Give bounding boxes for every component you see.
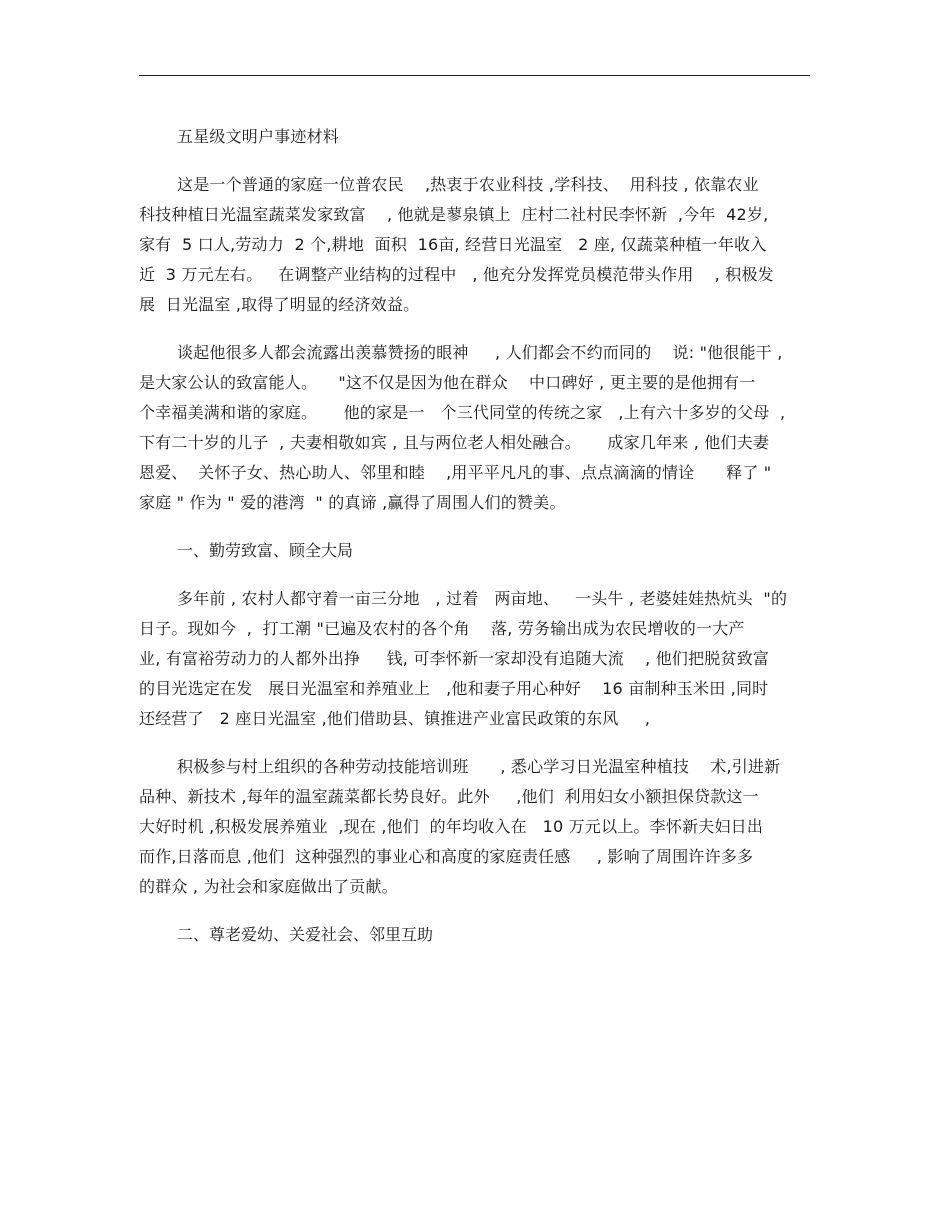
paragraph-line: 家有 5 口人,劳动力 2 个,耕地 面积 16亩, 经营日光温室 2 座, 仅蔬菜种植一年收入	[139, 235, 767, 254]
paragraph-line: 个幸福美满和谐的家庭。 他的家是一 个三代同堂的传统之家 ,上有六十多岁的父母 ,	[139, 403, 786, 422]
paragraph-line: 还经营了 2 座日光温室 ,他们借助县、镇推进产业富民政策的东风 ,	[139, 709, 651, 728]
paragraph-line: 恩爱、 关怀子女、热心助人、邻里和睦 ,用平平凡凡的事、点点滴滴的情诠 释了 "	[139, 463, 772, 482]
document-title: 五星级文明户事迹材料	[177, 127, 340, 146]
spacer	[139, 734, 819, 752]
document-body	[139, 122, 819, 950]
header-rule	[139, 75, 810, 76]
paragraph-line: 下有二十岁的儿子 , 夫妻相敬如宾 , 且与两位老人相处融合。 成家几年来 , 他们夫妻	[139, 433, 770, 452]
spacer	[139, 152, 819, 170]
paragraph-line: 多年前 , 农村人都守着一亩三分地 , 过着 两亩地、 一头牛 , 老婆娃娃热炕头 "的	[177, 589, 788, 608]
paragraph-line: 日子。现如今 , 打工潮 "已遍及农村的各个角 落, 劳务输出成为农民增收的一大产	[139, 619, 745, 638]
section-heading-1: 一、勤劳致富、顾全大局	[177, 541, 354, 560]
paragraph-intro	[139, 170, 819, 320]
section-heading-2: 二、尊老爱幼、关爱社会、邻里互助	[177, 925, 434, 944]
paragraph-line: 业, 有富裕劳动力的人都外出挣 钱, 可李怀新一家却没有追随大流 , 他们把脱贫致富	[139, 649, 770, 668]
spacer	[139, 902, 819, 920]
paragraph-line: 的目光选定在发 展日光温室和养殖业上 ,他和妻子用心种好 16 亩制种玉米田 ,同时	[139, 679, 769, 698]
spacer	[139, 518, 819, 536]
paragraph-line: 的群众 , 为社会和家庭做出了贡献。	[139, 877, 398, 896]
paragraph-line: 品种、新技术 ,每年的温室蔬菜都长势良好。此外 ,他们 利用妇女小额担保贷款这一	[139, 787, 759, 806]
spacer	[139, 320, 819, 338]
paragraph-line: 谈起他很多人都会流露出羡慕赞扬的眼神 , 人们都会不约而同的 说: "他很能干 ,	[177, 343, 783, 362]
paragraph-line: 家庭 " 作为 " 爱的港湾 " 的真谛 ,赢得了周围人们的赞美。	[139, 493, 566, 512]
paragraph-hardwork	[139, 584, 819, 734]
paragraph-family	[139, 338, 819, 518]
paragraph-line: 大好时机 ,积极发展养殖业 ,现在 ,他们 的年均收入在 10 万元以上。李怀新夫妇日出	[139, 817, 764, 836]
paragraph-line: 这是一个普通的家庭一位普农民 ,热衷于农业科技 ,学科技、 用科技 , 依靠农业	[177, 175, 759, 194]
spacer	[139, 566, 819, 584]
paragraph-line: 科技种植日光温室蔬菜发家致富 , 他就是蓼泉镇上 庄村二社村民李怀新 ,今年 42岁,	[139, 205, 769, 224]
paragraph-line: 积极参与村上组织的各种劳动技能培训班 , 悉心学习日光温室种植技 术,引进新	[177, 757, 781, 776]
paragraph-line: 是大家公认的致富能人。 "这不仅是因为他在群众 中口碑好 , 更主要的是他拥有一	[139, 373, 756, 392]
paragraph-line: 展 日光温室 ,取得了明显的经济效益。	[139, 295, 420, 314]
paragraph-line: 而作,日落而息 ,他们 这种强烈的事业心和高度的家庭责任感 , 影响了周围许许多多	[139, 847, 754, 866]
paragraph-training	[139, 752, 819, 902]
paragraph-line: 近 3 万元左右。 在调整产业结构的过程中 , 他充分发挥党员模范带头作用 , 积极发	[139, 265, 774, 284]
